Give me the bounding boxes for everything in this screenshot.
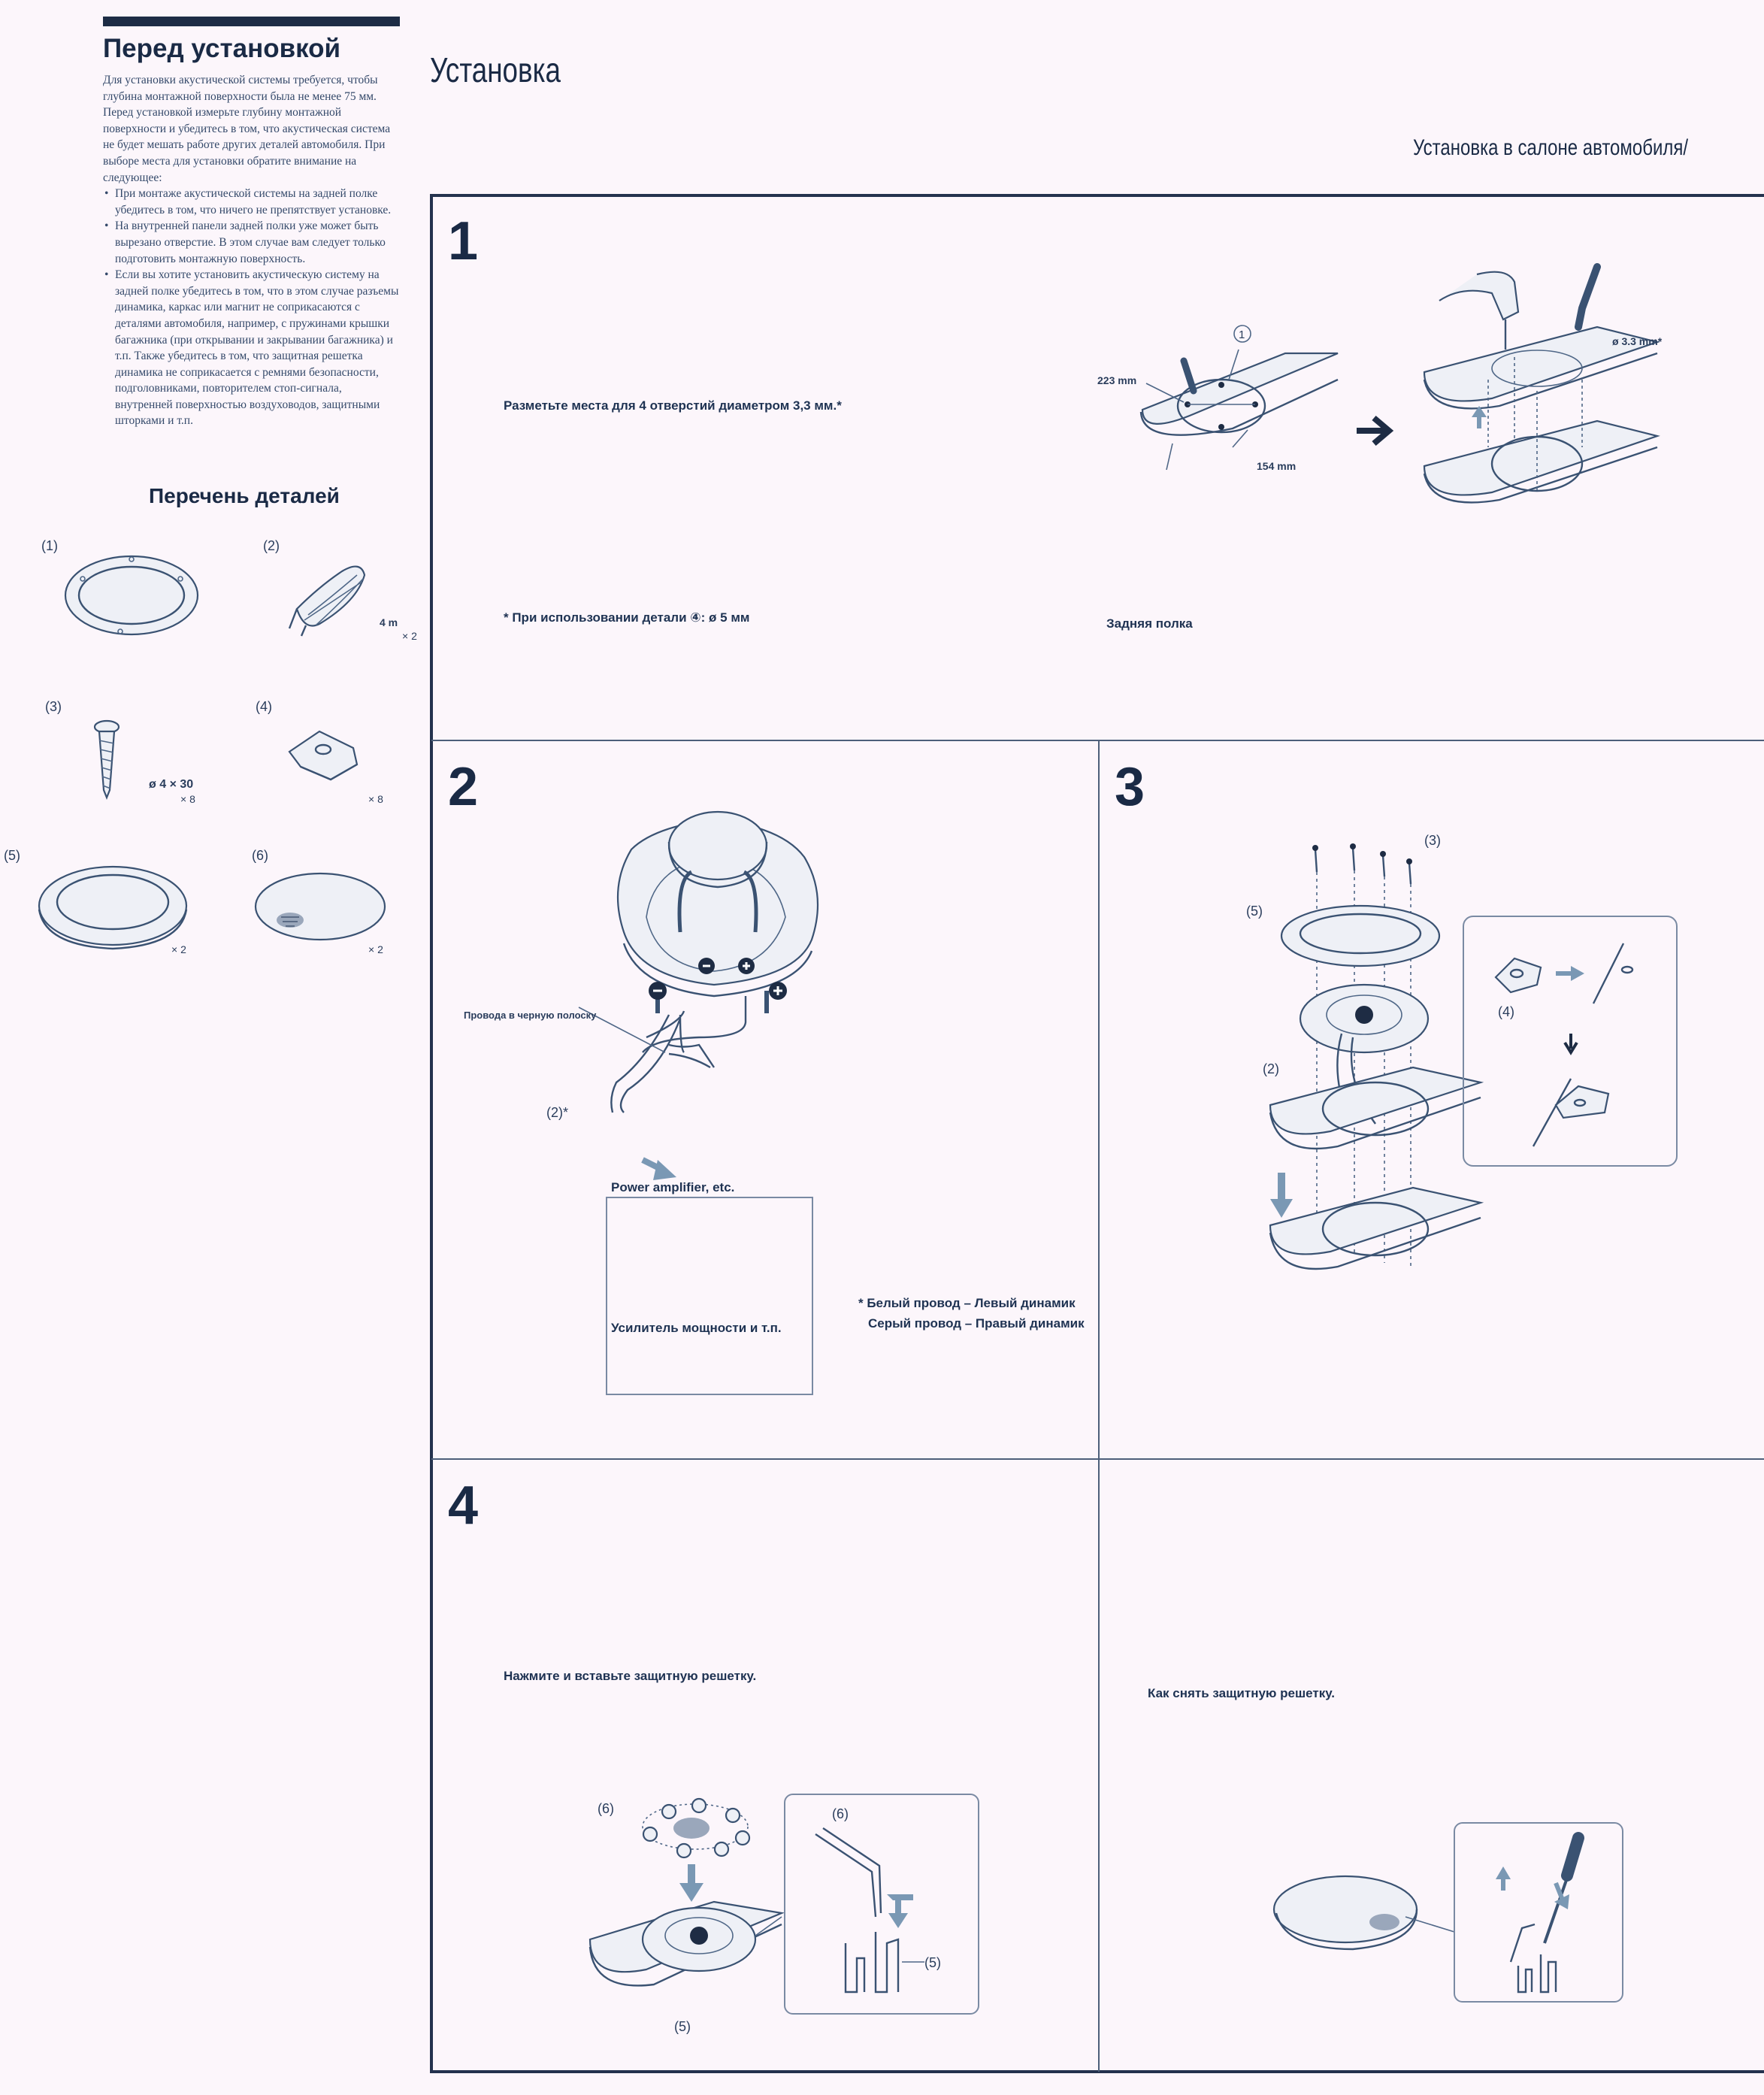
before-install-heading: Перед установкой (103, 34, 341, 63)
step-3-callout-5: (5) (1246, 904, 1263, 919)
installation-subtitle: Установка в салоне автомобиля/ (1413, 135, 1689, 160)
wire-ends (669, 1037, 774, 1067)
step-3-callout-3: (3) (1424, 833, 1442, 848)
part-4-number: (4) (256, 699, 273, 714)
removal-instruction: Как снять защитную решетку. (1148, 1686, 1335, 1700)
part-3-size: ø 4 × 30 (149, 778, 194, 791)
wire-note-line2: Серый провод – Правый динамик (868, 1316, 1085, 1331)
step-4-number: 4 (448, 1476, 479, 1536)
part-3-number: (3) (45, 699, 62, 714)
part-2-qty: × 2 (402, 630, 417, 642)
spacer-ring-icon (38, 864, 195, 955)
wire-plus-terminal (752, 983, 789, 1017)
part-3-qty: × 8 (180, 793, 195, 805)
step-3-callout-4: (4) (1498, 1004, 1515, 1019)
top-rule (103, 17, 400, 26)
bullet-item: • Если вы хотите установить акустическую систему на задней полке убедитесь в том, что в этом случае разъемы динамика, каркас или магнит не соприкасаются с деталями автомобиля, например, с пружинами крышки багажника (при открывании и закрывании багажника) и т.п. Также убедитесь в том, что защитная решетка динамика не соприкасается с ремнями безопасности, подголовниками, повторителем стоп-сигнала, внутренней поверхностью воздуховодов, защитными шторками и т.п. (115, 267, 400, 429)
screwdriver-pry-diagram (1466, 1830, 1608, 1996)
intro-paragraph: Для установки акустической системы требуется, чтобы глубина монтажной поверхности была не менее 75 мм. Перед установкой измерьте глубину монтажной поверхности и убедитесь в том, что акустическая система не будет мешать работе других деталей автомобиля. При выборе места для установки обратите внимание на следующее: (103, 74, 391, 184)
clip-detail-diagram (1488, 943, 1654, 1154)
grille-icon (254, 870, 389, 946)
part-4-qty: × 8 (368, 793, 383, 805)
amplifier-box (606, 1197, 813, 1395)
clip-icon (286, 725, 376, 786)
part-5-number: (5) (4, 848, 21, 863)
cable-coil-icon (289, 556, 380, 639)
grille-removal-diagram (1270, 1868, 1428, 1958)
part-2-length: 4 m (380, 616, 398, 628)
dim-223: 223 mm (1097, 374, 1137, 386)
power-amp-label-ru: Усилитель мощности и т.п. (611, 1321, 782, 1335)
dim-154: 154 mm (1257, 460, 1297, 472)
screw-icon (90, 718, 128, 801)
installation-title: Установка (430, 50, 561, 89)
step-1-footnote: * При использовании детали ④: ø 5 мм (504, 610, 750, 625)
wire-note-line1: * Белый провод – Левый динамик (858, 1296, 1076, 1310)
part-2-number: (2) (263, 538, 280, 553)
step-3-number: 3 (1115, 757, 1145, 817)
step-4-detail-callout-5: (5) (924, 1955, 942, 1970)
intro-text (103, 72, 400, 429)
step-4-callout-6: (6) (598, 1801, 615, 1816)
hole-diameter: ø 3.3 mm* (1612, 335, 1663, 347)
part-6-number: (6) (252, 848, 269, 863)
parts-list-heading: Перечень деталей (149, 484, 340, 507)
grille-detail-diagram (804, 1812, 962, 2000)
bullet-item: • На внутренней панели задней полки уже может быть вырезано отверстие. В этом случае вам следует только подготовить монтажную поверхность. (115, 218, 400, 267)
bullet-item: • При монтаже акустической системы на задней полке убедитесь в том, что ничего не препятствует установке. (115, 186, 400, 218)
part-1-number: (1) (41, 538, 59, 553)
rear-shelf-label: Задняя полка (1106, 616, 1193, 631)
step-1-number: 1 (448, 211, 479, 271)
power-amp-label-en: Power amplifier, etc. (611, 1180, 735, 1194)
marking-diagram (1097, 316, 1353, 489)
arrow-right-icon (1353, 412, 1398, 450)
wire-label-leader (571, 1000, 676, 1060)
grille-insert-diagram (586, 1782, 782, 2037)
step-4-callout-5: (5) (674, 2019, 691, 2034)
callout-1: 1 (1239, 328, 1245, 341)
step-3-callout-2: (2) (1263, 1061, 1280, 1076)
ring-gasket-icon (60, 549, 210, 639)
step-4-instruction: Нажмите и вставьте защитную решетку. (504, 1669, 757, 1683)
step-4-detail-callout-6: (6) (832, 1806, 849, 1821)
divider-vertical (1098, 740, 1100, 2072)
striped-wire-label: Провода в черную полоску (464, 1010, 597, 1021)
step-2-callout: (2)* (546, 1105, 569, 1120)
step-2-number: 2 (448, 757, 479, 817)
part-6-qty: × 2 (368, 943, 383, 955)
part-5-qty: × 2 (171, 943, 186, 955)
drilling-diagram (1417, 267, 1676, 530)
step-1-instruction: Разметьте места для 4 отверстий диаметром 3,3 мм.* (504, 398, 842, 413)
intro-bullets (103, 186, 400, 429)
